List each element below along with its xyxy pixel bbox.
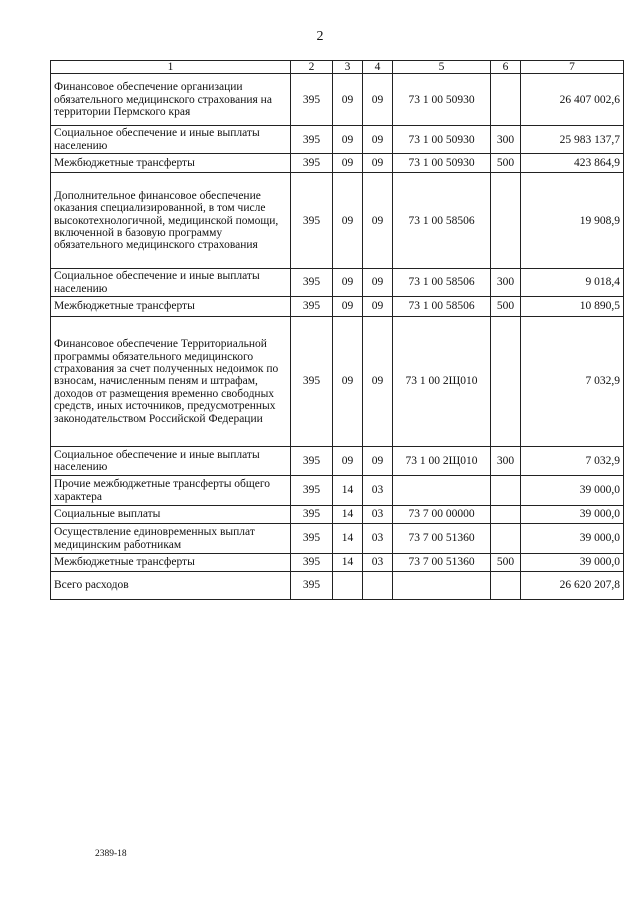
row-subsection: 03 [363,476,393,506]
column-header-1: 1 [51,61,291,74]
row-expense-type: 300 [491,269,521,297]
row-subsection: 09 [363,297,393,317]
table-row [51,74,624,126]
row-name: Финансовое обеспечение Территориальной программы обязательного медицинского страхования за счет полученных недоимок по взносам, начисленным пеням и штрафам, доходов от размещения временно свободных средств, иных источников, предусмотренных законодательством Российской Федерации [51,317,291,447]
row-target-code: 73 1 00 2Щ010 [393,317,491,447]
total-expense-type [491,572,521,600]
row-target-code: 73 1 00 58506 [393,269,491,297]
column-header-2: 2 [291,61,333,74]
row-target-code: 73 1 00 58506 [393,173,491,269]
row-expense-type [491,317,521,447]
table-row [51,173,624,269]
total-target-code [393,572,491,600]
table-row [51,154,624,173]
total-amount: 26 620 207,8 [521,572,624,600]
row-expense-type: 300 [491,447,521,476]
row-admin-code: 395 [291,447,333,476]
table-row [51,297,624,317]
row-subsection: 03 [363,506,393,524]
budget-table [50,60,624,600]
row-name: Прочие межбюджетные трансферты общего характера [51,476,291,506]
row-amount: 7 032,9 [521,447,624,476]
row-section: 14 [333,506,363,524]
row-name: Социальное обеспечение и иные выплаты населению [51,447,291,476]
row-name: Межбюджетные трансферты [51,154,291,173]
row-target-code: 73 7 00 00000 [393,506,491,524]
row-target-code [393,476,491,506]
column-header-4: 4 [363,61,393,74]
row-target-code: 73 1 00 58506 [393,297,491,317]
row-name: Социальное обеспечение и иные выплаты населению [51,126,291,154]
row-admin-code: 395 [291,476,333,506]
header-row [51,61,624,74]
row-name: Осуществление единовременных выплат медицинским работникам [51,524,291,554]
row-amount: 9 018,4 [521,269,624,297]
row-section: 09 [333,297,363,317]
row-subsection: 09 [363,317,393,447]
row-expense-type [491,74,521,126]
row-expense-type [491,506,521,524]
row-amount: 39 000,0 [521,524,624,554]
row-amount: 39 000,0 [521,506,624,524]
table-row [51,317,624,447]
row-section: 09 [333,74,363,126]
table-row-total [51,572,624,600]
table-row [51,269,624,297]
row-admin-code: 395 [291,506,333,524]
row-admin-code: 395 [291,154,333,173]
table-row [51,476,624,506]
row-section: 14 [333,476,363,506]
row-target-code: 73 1 00 50930 [393,154,491,173]
row-expense-type: 500 [491,554,521,572]
row-target-code: 73 7 00 51360 [393,554,491,572]
row-subsection: 09 [363,126,393,154]
row-amount: 25 983 137,7 [521,126,624,154]
page-number: 2 [316,29,324,44]
row-subsection: 03 [363,554,393,572]
row-amount: 26 407 002,6 [521,74,624,126]
column-header-6: 6 [491,61,521,74]
row-admin-code: 395 [291,524,333,554]
row-admin-code: 395 [291,173,333,269]
row-section: 09 [333,317,363,447]
row-name: Межбюджетные трансферты [51,297,291,317]
row-target-code: 73 1 00 50930 [393,126,491,154]
row-expense-type: 500 [491,154,521,173]
row-admin-code: 395 [291,297,333,317]
row-section: 14 [333,524,363,554]
column-header-3: 3 [333,61,363,74]
total-label: Всего расходов [51,572,291,600]
table-row [51,447,624,476]
row-admin-code: 395 [291,317,333,447]
row-section: 09 [333,173,363,269]
row-section: 09 [333,126,363,154]
row-name: Социальные выплаты [51,506,291,524]
total-admin-code: 395 [291,572,333,600]
row-subsection: 09 [363,269,393,297]
column-header-5: 5 [393,61,491,74]
row-expense-type: 300 [491,126,521,154]
row-subsection: 03 [363,524,393,554]
document-code: 2389-18 [95,849,127,859]
row-subsection: 09 [363,447,393,476]
row-name: Дополнительное финансовое обеспечение оказания специализированной, в том числе высокотехнологичной, медицинской помощи, включенной в базовую программу обязательного медицинского страхования [51,173,291,269]
row-expense-type [491,173,521,269]
row-amount: 7 032,9 [521,317,624,447]
column-header-7: 7 [521,61,624,74]
row-target-code: 73 7 00 51360 [393,524,491,554]
row-amount: 423 864,9 [521,154,624,173]
table-row [51,126,624,154]
row-admin-code: 395 [291,554,333,572]
row-name: Социальное обеспечение и иные выплаты населению [51,269,291,297]
total-subsection [363,572,393,600]
table-row [51,554,624,572]
row-amount: 10 890,5 [521,297,624,317]
row-section: 09 [333,269,363,297]
row-admin-code: 395 [291,74,333,126]
table-row [51,524,624,554]
total-section [333,572,363,600]
row-admin-code: 395 [291,126,333,154]
row-section: 09 [333,154,363,173]
row-admin-code: 395 [291,269,333,297]
row-target-code: 73 1 00 2Щ010 [393,447,491,476]
row-section: 09 [333,447,363,476]
row-subsection: 09 [363,173,393,269]
row-expense-type [491,524,521,554]
row-expense-type: 500 [491,297,521,317]
row-subsection: 09 [363,154,393,173]
row-amount: 19 908,9 [521,173,624,269]
row-amount: 39 000,0 [521,554,624,572]
table-row [51,506,624,524]
row-section: 14 [333,554,363,572]
row-subsection: 09 [363,74,393,126]
row-name: Межбюджетные трансферты [51,554,291,572]
row-expense-type [491,476,521,506]
row-name: Финансовое обеспечение организации обязательного медицинского страхования на территории Пермского края [51,74,291,126]
row-target-code: 73 1 00 50930 [393,74,491,126]
row-amount: 39 000,0 [521,476,624,506]
